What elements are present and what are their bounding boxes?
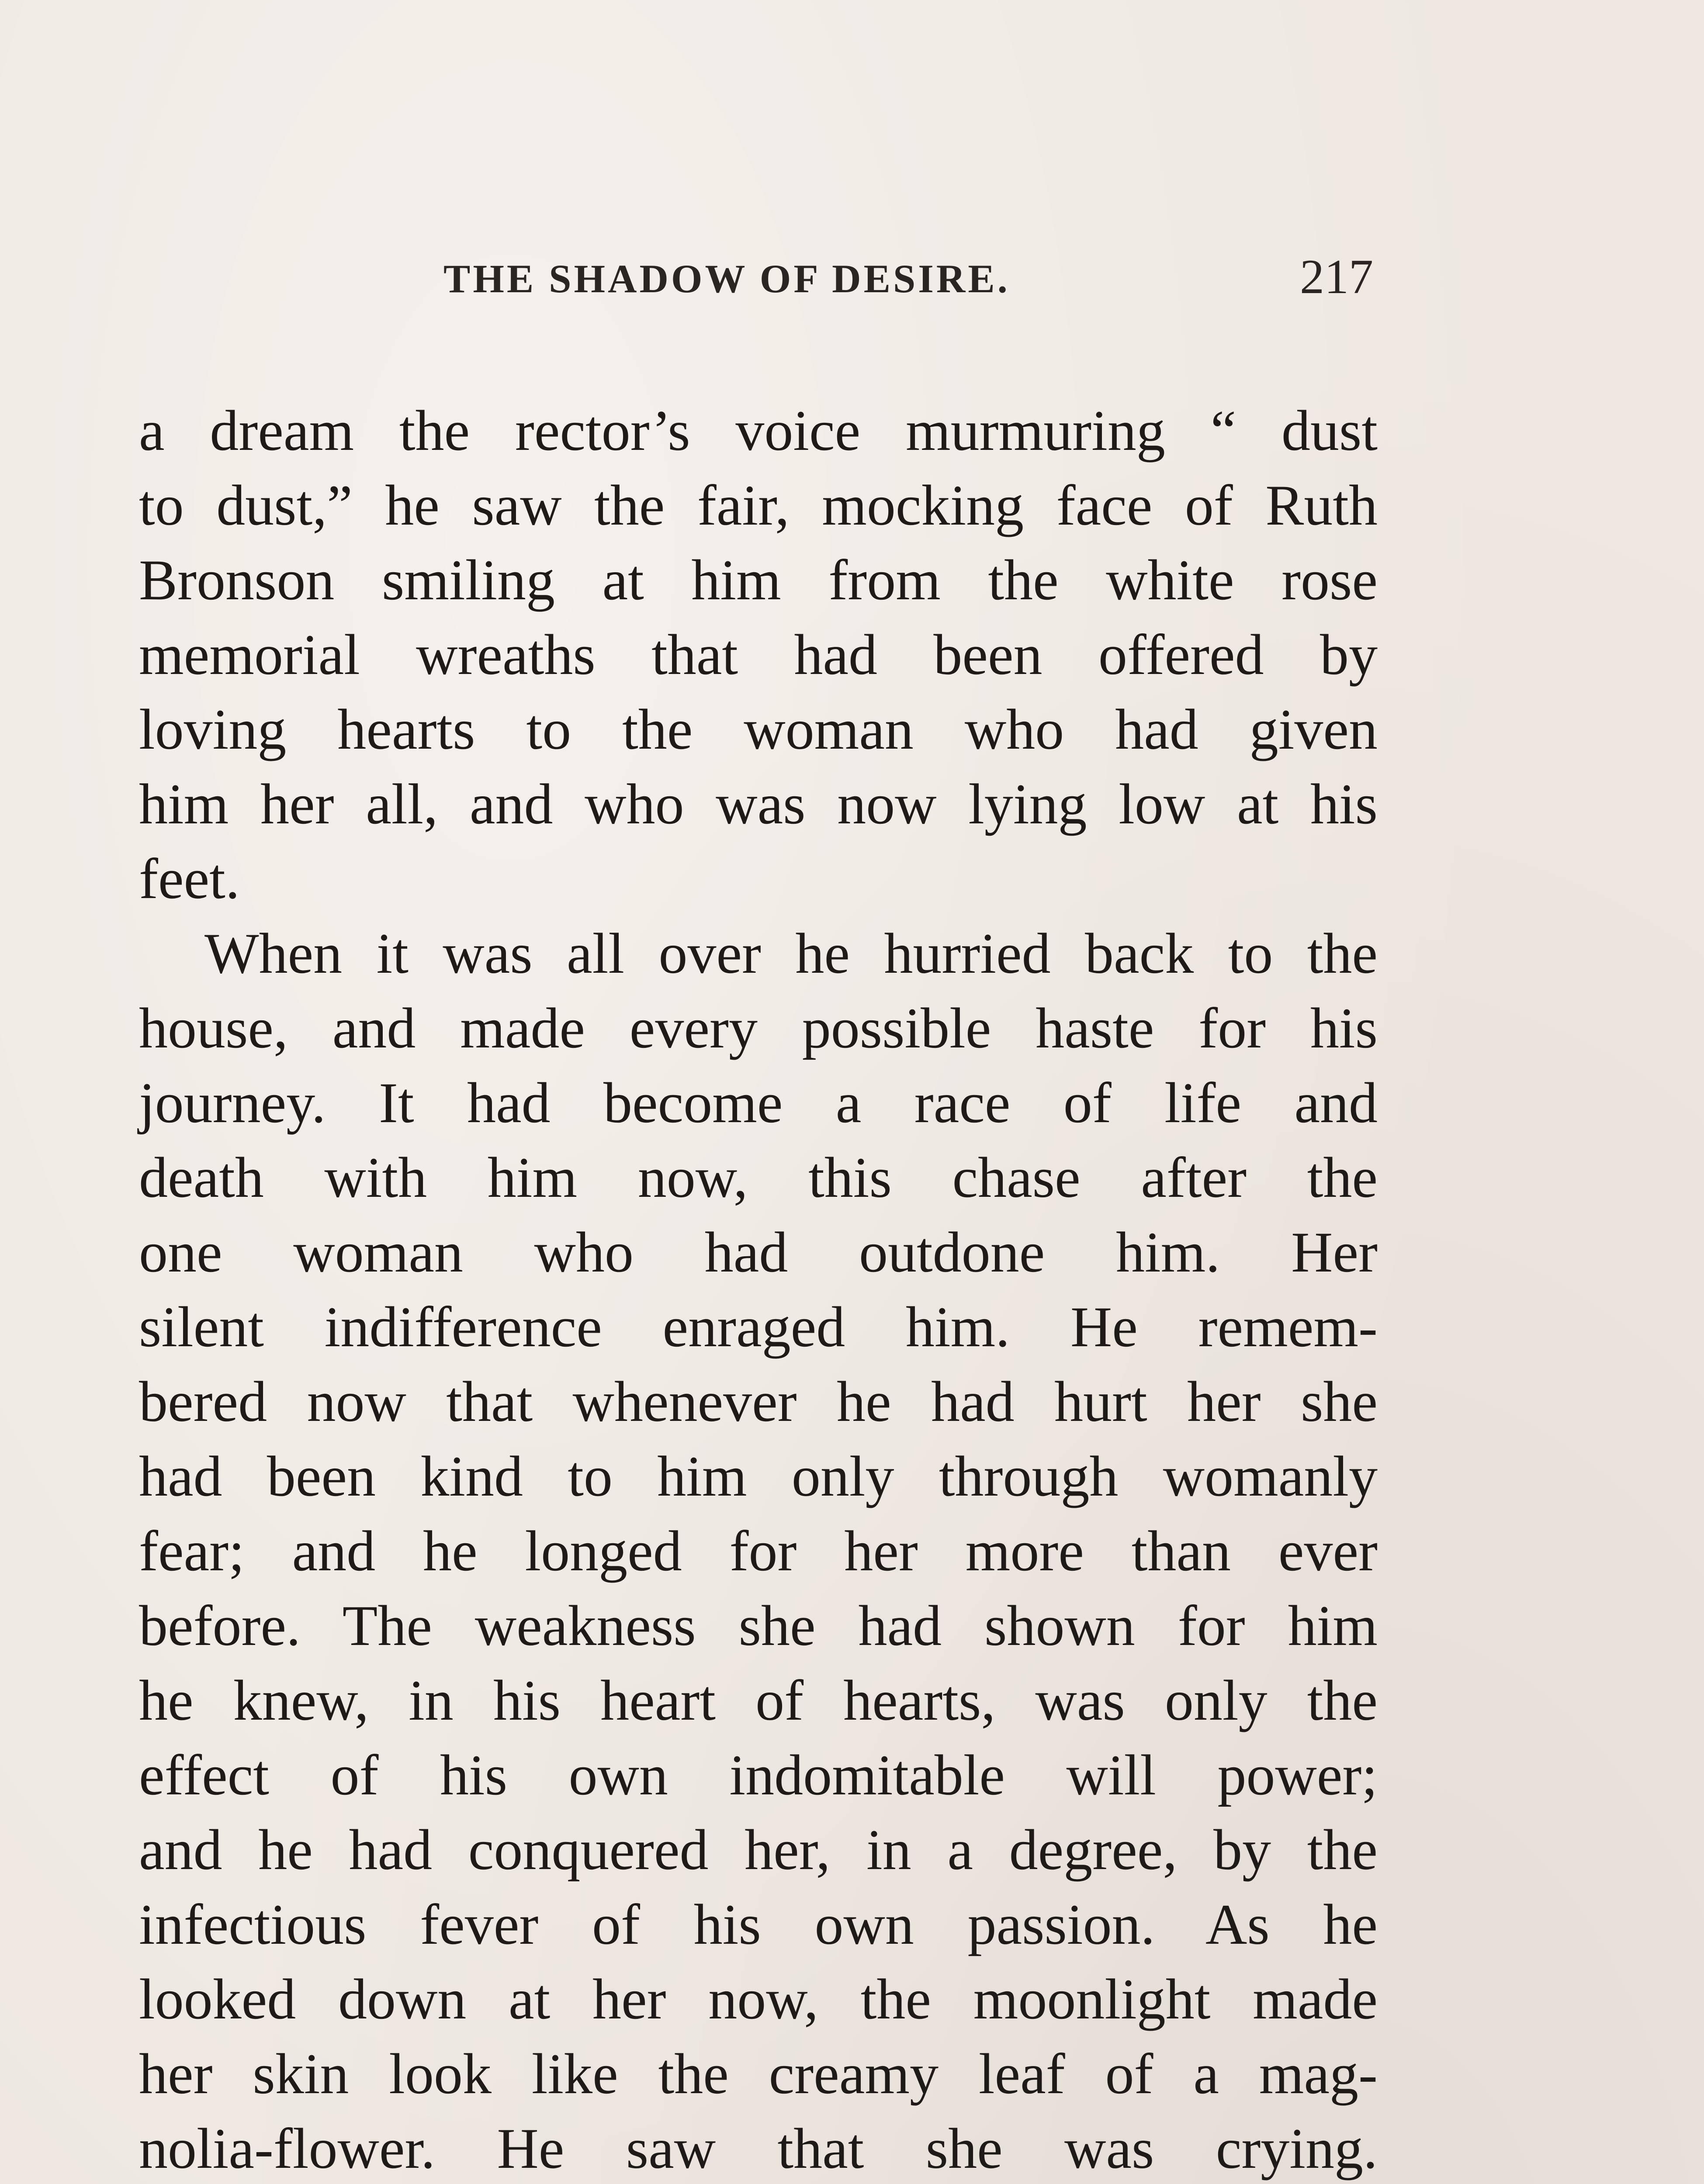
text-line: nolia-flower. He saw that she was crying. — [139, 2116, 1378, 2181]
text-line: Bronson smiling at him from the white rose — [139, 548, 1378, 612]
text-line: effect of his own indomitable will power; — [139, 1743, 1378, 1807]
text-line: he knew, in his heart of hearts, was only the — [139, 1668, 1378, 1732]
text-line: him her all, and who was now lying low at his — [139, 772, 1378, 836]
text-line: bered now that whenever he had hurt her she — [139, 1369, 1378, 1434]
text-line: death with him now, this chase after the — [139, 1145, 1378, 1209]
text-line: fear; and he longed for her more than ever — [139, 1519, 1378, 1583]
running-title: THE SHADOW OF DESIRE. — [443, 256, 1010, 301]
text-line: her skin look like the creamy leaf of a mag- — [139, 2042, 1378, 2106]
text-line: and he had conquered her, in a degree, by the — [139, 1818, 1378, 1882]
text-line: feet. — [139, 847, 240, 911]
text-line: infectious fever of his own passion. As he — [139, 1892, 1378, 1956]
text-line: memorial wreaths that had been offered by — [139, 622, 1378, 687]
text-line: one woman who had outdone him. Her — [139, 1220, 1378, 1284]
body-text — [139, 393, 1378, 2184]
text-line: had been kind to him only through womanly — [139, 1444, 1378, 1508]
page-number: 217 — [1300, 250, 1373, 304]
text-line: before. The weakness she had shown for him — [139, 1593, 1378, 1658]
text-line: loving hearts to the woman who had given — [139, 697, 1378, 761]
paragraph-first-line: When it was all over he hurried back to the — [204, 921, 1378, 985]
text-line: a dream the rector’s voice murmuring “ dust — [139, 398, 1378, 463]
text-line: journey. It had become a race of life and — [139, 1071, 1378, 1135]
text-line: to dust,” he saw the fair, mocking face of Ruth — [139, 473, 1378, 537]
text-line: house, and made every possible haste for his — [139, 996, 1378, 1060]
text-line: looked down at her now, the moonlight made — [139, 1967, 1378, 2031]
text-line: silent indifference enraged him. He remem- — [139, 1295, 1378, 1359]
